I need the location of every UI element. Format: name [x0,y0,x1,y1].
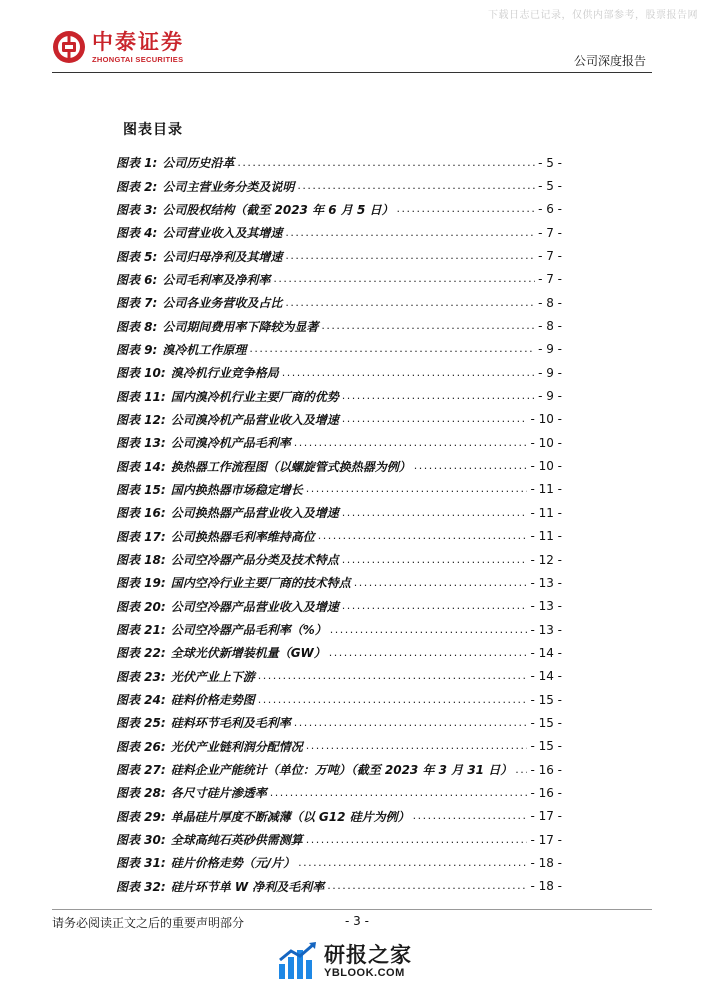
toc-entry-label: 图表 13: [116,436,166,451]
toc-dot-leader [270,786,528,800]
toc-entry-page: - 6 - [538,202,562,217]
toc-entry-page: - 9 - [538,389,562,404]
toc-dot-leader [342,599,528,613]
toc-entry[interactable] [116,291,562,314]
toc-entry-page: - 9 - [538,365,562,380]
toc-dot-leader [285,249,535,263]
toc-entry-title: 光伏产业上下游 [170,669,255,684]
header-divider [52,72,652,73]
toc-entry-page: - 7 - [538,225,562,240]
toc-entry-title: 各尺寸硅片渗透率 [170,786,267,801]
toc-entry-title: 硅片环节单 W 净利及毛利率 [170,879,325,894]
toc-dot-leader [342,389,535,403]
toc-entry-title: 公司历史沿革 [162,156,235,171]
toc-dot-leader [414,459,528,473]
toc-entry-label: 图表 30: [116,833,166,848]
toc-entry-label: 图表 31: [116,856,166,871]
toc-entry-title: 全球光伏新增装机量（GW） [170,646,326,661]
toc-dot-leader [413,809,528,823]
toc-entry[interactable] [116,221,562,244]
toc-entry-title: 硅片价格走势（元/片） [170,856,296,871]
toc-entry-title: 公司各业务营收及占比 [162,296,283,311]
toc-entry-title: 公司空冷器产品分类及技术特点 [170,553,339,568]
toc-entry-label: 图表 23: [116,669,166,684]
toc-entry[interactable] [116,828,562,851]
brand-name-en: ZHONGTAI SECURITIES [92,54,184,64]
toc-entry-page: - 14 - [530,669,562,684]
toc-entry-label: 图表 14: [116,459,166,474]
toc-entry-title: 单晶硅片厚度不断减薄（以 G12 硅片为例） [170,809,410,824]
toc-entry[interactable] [116,688,562,711]
toc-entry-page: - 10 - [530,435,562,450]
toc-entry-page: - 7 - [538,249,562,264]
toc-entry[interactable] [116,268,562,291]
toc-entry-label: 图表 18: [116,553,166,568]
toc-heading: 图表目录 [123,122,183,138]
toc-dot-leader [237,156,535,170]
toc-entry[interactable] [116,454,562,477]
toc-entry-title: 国内溴冷机行业主要厂商的优势 [170,389,339,404]
toc-entry-page: - 11 - [530,529,562,544]
toc-entry-title: 国内空冷行业主要厂商的技术特点 [170,576,351,591]
toc-entry-label: 图表 24: [116,693,166,708]
toc-entry[interactable] [116,198,562,221]
toc-entry-title: 硅料企业产能统计（单位：万吨）（截至 2023 年 3 月 31 日） [170,763,513,778]
site-logo [276,940,412,982]
toc-entry-label: 图表 28: [116,786,166,801]
toc-entry-page: - 15 - [530,692,562,707]
toc-entry[interactable] [116,875,562,898]
toc-entry[interactable] [116,641,562,664]
toc-entry-page: - 9 - [538,342,562,357]
report-type-label: 公司深度报告 [573,54,646,68]
toc-dot-leader [258,669,528,683]
site-url: YBLOOK.COM [324,967,405,979]
toc-entry-label: 图表 16: [116,506,166,521]
toc-entry-page: - 17 - [530,832,562,847]
toc-dot-leader [306,739,528,753]
toc-entry-page: - 15 - [530,739,562,754]
toc-dot-leader [342,412,528,426]
toc-entry-title: 公司期间费用率下降较为显著 [162,319,319,334]
toc-entry-title: 公司空冷器产品营业收入及增速 [170,599,339,614]
toc-entry-title: 公司股权结构（截至 2023 年 6 月 5 日） [162,202,394,217]
toc-entry[interactable] [116,665,562,688]
toc-entry[interactable] [116,571,562,594]
toc-entry-title: 溴冷机行业竞争格局 [170,366,279,381]
toc-entry-label: 图表 27: [116,763,166,778]
zhongtai-logo-icon [52,30,86,64]
toc-dot-leader [285,226,535,240]
toc-entry[interactable] [116,758,562,781]
toc-dot-leader [298,856,527,870]
toc-entry[interactable] [116,548,562,571]
toc-entry-page: - 12 - [530,552,562,567]
footer-divider [52,909,652,910]
toc-entry-label: 图表 15: [116,482,166,497]
toc-entry-label: 图表 2: [116,179,158,194]
toc-list [116,151,562,898]
toc-entry-label: 图表 22: [116,646,166,661]
toc-entry-page: - 13 - [530,575,562,590]
toc-dot-leader [258,693,528,707]
toc-entry-title: 公司换热器产品营业收入及增速 [170,506,339,521]
toc-dot-leader [330,623,528,637]
toc-entry-title: 全球高纯石英砂供需测算 [170,833,303,848]
toc-entry-title: 公司归母净利及其增速 [162,249,283,264]
toc-entry-page: - 17 - [530,809,562,824]
toc-entry-page: - 14 - [530,645,562,660]
toc-entry-label: 图表 5: [116,249,158,264]
toc-entry-page: - 11 - [530,505,562,520]
toc-dot-leader [306,833,528,847]
toc-dot-leader [354,576,528,590]
toc-entry-page: - 18 - [530,855,562,870]
toc-entry-title: 公司溴冷机产品营业收入及增速 [170,412,339,427]
toc-entry[interactable] [116,338,562,361]
toc-entry-title: 溴冷机工作原理 [162,342,247,357]
toc-entry-title: 公司毛利率及净利率 [162,272,271,287]
toc-entry-label: 图表 10: [116,366,166,381]
toc-entry[interactable] [116,735,562,758]
toc-dot-leader [342,553,528,567]
toc-entry-page: - 8 - [538,319,562,334]
toc-dot-leader [515,763,527,777]
toc-entry-title: 硅料价格走势图 [170,693,255,708]
toc-entry[interactable] [116,361,562,384]
brand-logo [52,30,184,64]
toc-dot-leader [306,482,528,496]
toc-entry[interactable] [116,384,562,407]
toc-entry-title: 公司主营业务分类及说明 [162,179,295,194]
toc-entry-label: 图表 6: [116,272,158,287]
toc-dot-leader [294,436,528,450]
toc-entry-label: 图表 17: [116,529,166,544]
toc-dot-leader [273,272,535,286]
toc-entry-label: 图表 8: [116,319,158,334]
toc-entry-page: - 7 - [538,272,562,287]
toc-entry-label: 图表 21: [116,623,166,638]
toc-entry-page: - 16 - [530,762,562,777]
toc-entry[interactable] [116,174,562,197]
bar-chart-icon [276,940,318,982]
toc-entry-label: 图表 1: [116,156,158,171]
toc-entry-page: - 5 - [538,179,562,194]
toc-dot-leader [285,296,535,310]
toc-entry-title: 换热器工作流程图（以螺旋管式换热器为例） [170,459,411,474]
footer-disclaimer: 请务必阅读正文之后的重要声明部分 [52,916,245,930]
toc-entry-page: - 18 - [530,879,562,894]
toc-entry-page: - 8 - [538,295,562,310]
toc-entry-page: - 13 - [530,622,562,637]
toc-entry[interactable] [116,431,562,454]
toc-entry-page: - 5 - [538,155,562,170]
toc-entry-label: 图表 20: [116,599,166,614]
toc-dot-leader [321,319,535,333]
toc-entry[interactable] [116,501,562,524]
toc-entry[interactable] [116,408,562,431]
toc-entry-title: 公司溴冷机产品毛利率 [170,436,291,451]
toc-entry-title: 光伏产业链利润分配情况 [170,739,303,754]
toc-entry-label: 图表 26: [116,739,166,754]
toc-entry[interactable] [116,851,562,874]
toc-entry[interactable] [116,781,562,804]
toc-entry-label: 图表 3: [116,202,158,217]
toc-entry-label: 图表 7: [116,296,158,311]
toc-entry-title: 公司营业收入及其增速 [162,226,283,241]
toc-entry[interactable] [116,151,562,174]
page-number: - 3 - [345,914,369,928]
toc-entry-label: 图表 19: [116,576,166,591]
toc-entry[interactable] [116,314,562,337]
site-name-cn: 研报之家 [324,943,412,967]
toc-entry[interactable] [116,618,562,641]
toc-entry[interactable] [116,711,562,734]
toc-entry-label: 图表 32: [116,879,166,894]
toc-dot-leader [329,646,528,660]
toc-entry[interactable] [116,525,562,548]
toc-entry-title: 硅料环节毛利及毛利率 [170,716,291,731]
toc-dot-leader [397,202,536,216]
toc-dot-leader [327,879,527,893]
toc-entry-title: 公司换热器毛利率维持高位 [170,529,315,544]
toc-dot-leader [318,529,528,543]
toc-entry-label: 图表 4: [116,226,158,241]
toc-entry-title: 公司空冷器产品毛利率（%） [170,623,327,638]
toc-entry-label: 图表 25: [116,716,166,731]
toc-entry-label: 图表 29: [116,809,166,824]
toc-entry[interactable] [116,805,562,828]
toc-entry-label: 图表 12: [116,412,166,427]
toc-entry-label: 图表 11: [116,389,166,404]
toc-dot-leader [342,506,528,520]
toc-entry-page: - 10 - [530,412,562,427]
toc-entry-page: - 15 - [530,715,562,730]
toc-dot-leader [294,716,528,730]
toc-entry-label: 图表 9: [116,342,158,357]
toc-entry[interactable] [116,244,562,267]
toc-entry-title: 国内换热器市场稳定增长 [170,482,303,497]
toc-dot-leader [249,342,535,356]
toc-entry-page: - 11 - [530,482,562,497]
brand-name-cn: 中泰证券 [92,29,184,54]
toc-dot-leader [282,366,535,380]
toc-dot-leader [297,179,535,193]
toc-entry[interactable] [116,478,562,501]
toc-entry[interactable] [116,595,562,618]
toc-entry-page: - 13 - [530,599,562,614]
toc-entry-page: - 16 - [530,785,562,800]
watermark-text: 下载日志已记录，仅供内部参考，股票报告网 [488,10,698,21]
toc-entry-page: - 10 - [530,459,562,474]
